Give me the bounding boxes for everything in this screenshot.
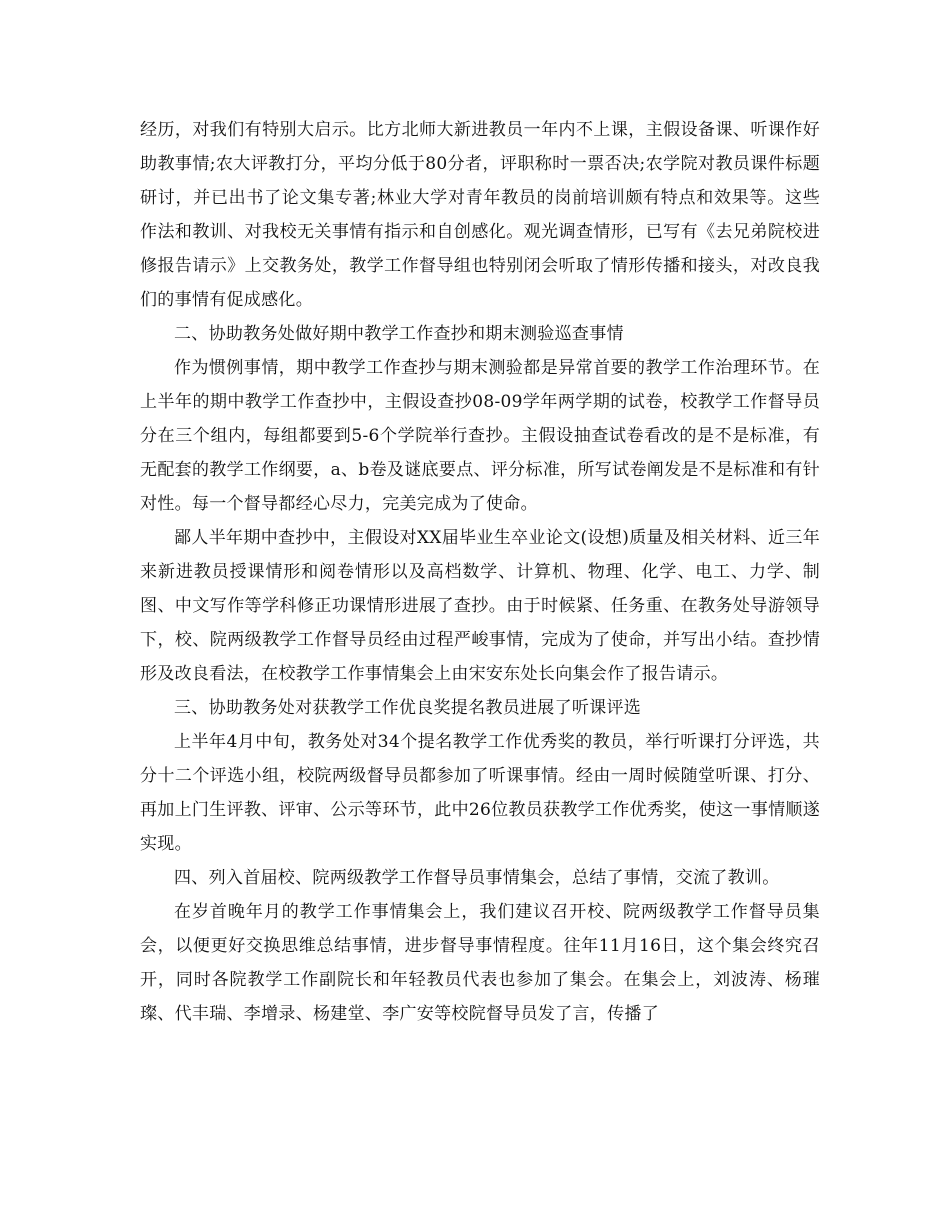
section-heading-2: 二、协助教务处做好期中教学工作查抄和期末测验巡查事情 (174, 324, 624, 344)
section-heading-3: 三、协助教务处对获教学工作优良奖提名教员进展了听课评选 (174, 698, 642, 718)
section-heading-4: 四、列入首届校、院两级教学工作督导员事情集会，总结了事情，交流了教训。 (174, 868, 780, 888)
paragraph-supervisor-meeting: 在岁首晚年月的教学工作事情集会上，我们建议召开校、院两级教学工作督导员集会，以便更好交换思维总结事情，进步督导事情程度。往年11月16日，这个集会终究召开，同时各院教学工作副院长和年轻教员代表也参加了集会。在集会上，刘波涛、杨璀璨、代丰瑞、李增录、杨建堂、李广安等校院督导员发了言，传播了 (140, 902, 820, 1024)
paragraph-award-evaluation: 上半年4月中旬，教务处对34个提名教学工作优秀奖的教员，举行听课打分评选，共分十二个评选小组，校院两级督导员都参加了听课事情。经由一周时候随堂听课、打分、再加上门生评教、评审、公示等环节，此中26位教员获教学工作优秀奖，使这一事情顺遂实现。 (140, 732, 820, 854)
paragraph-midterm-check: 作为惯例事情，期中教学工作查抄与期末测验都是异常首要的教学工作治理环节。在上半年的期中教学工作查抄中，主假设查抄08-09学年两学期的试卷，校教学工作督导员分在三个组内，每组都要到5-6个学院举行查抄。主假设抽查试卷看改的是不是标准，有无配套的教学工作纲要，a、b卷及谜底要点、评分标准，所写试卷阐发是不是标准和有针对性。每一个督导都经心尽力，完美完成为了使命。 (140, 358, 820, 514)
paragraph-intro-continuation: 经历，对我们有特别大启示。比方北师大新进教员一年内不上课，主假设备课、听课作好助教事情;农大评教打分，平均分低于80分者，评职称时一票否决;农学院对教员课件标题研讨，并已出书了论文集专著;林业大学对青年教员的岗前培训颇有特点和效果等。这些作法和教训、对我校无关事情有指示和自创感化。观光调查情形，已写有《去兄弟院校进修报告请示》上交教务处，教学工作督导组也特别闭会听取了情形传播和接头，对改良我们的事情有促成感化。 (140, 120, 820, 310)
paragraph-second-half-check: 鄙人半年期中查抄中，主假设对XX届毕业生卒业论文(设想)质量及相关材料、近三年来新进教员授课情形和阅卷情形以及高档数学、计算机、物理、化学、电工、力学、制图、中文写作等学科修正功课情形进展了查抄。由于时候紧、任务重、在教务处导游领导下，校、院两级教学工作督导员经由过程严峻事情，完成为了使命，并写出小结。查抄情形及改良看法，在校教学工作事情集会上由宋安东处长向集会作了报告请示。 (140, 528, 820, 684)
document-body (140, 113, 820, 1031)
